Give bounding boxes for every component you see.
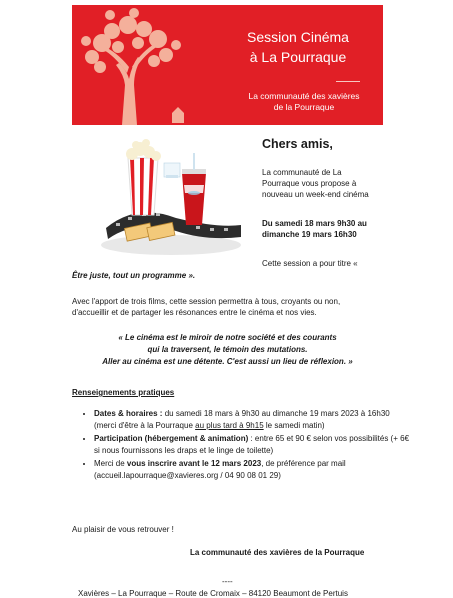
arrival-time-underlined: au plus tard à 9h15: [195, 420, 264, 430]
closing-text: Au plaisir de vous retrouver !: [72, 525, 174, 534]
list-item: [94, 458, 414, 481]
intro-line: nouveau un week-end cinéma: [262, 190, 369, 199]
register-deadline: vous inscrire avant le 12 mars 2023: [126, 459, 262, 468]
intro-paragraph: [72, 296, 392, 318]
dates-text: du samedi 18 mars à 9h30 au dimanche 19 mars 2023 à 16h30 (merci d'être à la Pourraque: [94, 409, 390, 430]
banner-title-line: à La Pourraque: [249, 49, 347, 65]
banner-divider: [336, 81, 360, 82]
list-item: [94, 408, 414, 431]
banner-subtitle-line: de la Pourraque: [273, 102, 335, 112]
participation-text: : entre 65 et 90 € selon vos possibilités (+ 6€ si nous fournissons les draps et le linge de toilette): [94, 434, 410, 455]
header-banner: [72, 5, 383, 125]
list-item: [94, 433, 414, 456]
quote-line: « Le cinéma est le miroir de notre société et des courants: [118, 333, 337, 342]
practical-info-list: [72, 408, 414, 483]
tree-logo-icon: [72, 5, 192, 125]
banner-title: [233, 27, 363, 67]
separator: ----: [222, 577, 233, 586]
paragraph-line: Avec l'apport de trois films, cette session permettra à tous, croyants ou non,: [72, 297, 341, 306]
cinema-quote: [72, 332, 383, 368]
paragraph-line: d'accueillir et de partager les résonances entre le cinéma et nos vies.: [72, 308, 317, 317]
practical-info-heading: Renseignements pratiques: [72, 388, 175, 397]
footer-address: Xavières – La Pourraque – Route de Cromaix – 84120 Beaumont de Pertuis: [78, 589, 348, 598]
greeting-heading: Chers amis,: [262, 137, 333, 151]
intro-line: Pourraque vous propose à: [262, 179, 357, 188]
register-contact: , de préférence par mail (accueil.lapourraque@xavieres.org / 04 90 08 01 29): [94, 459, 346, 480]
dates-label: Dates & horaires :: [94, 409, 163, 418]
intro-line: La communauté de La: [262, 168, 342, 177]
session-title-intro: Cette session a pour titre «: [262, 259, 358, 268]
session-dates: [262, 218, 367, 240]
dates-text-end: le samedi matin): [263, 420, 325, 430]
dates-line: Du samedi 18 mars 9h30 au: [262, 219, 367, 228]
session-title-value: Être juste, tout un programme ».: [72, 271, 196, 280]
banner-subtitle-line: La communauté des xavières: [248, 91, 360, 101]
banner-title-line: Session Cinéma: [247, 29, 349, 45]
participation-label: Participation (hébergement & animation): [94, 434, 249, 443]
intro-text: [262, 167, 369, 200]
dates-line: dimanche 19 mars 16h30: [262, 230, 357, 239]
register-text: Merci de: [94, 459, 127, 468]
signature: La communauté des xavières de la Pourraque: [190, 548, 365, 557]
popcorn-cinema-illustration: [96, 133, 246, 258]
quote-line: qui la traversent, le témoin des mutations.: [147, 345, 308, 354]
banner-subtitle: [239, 91, 369, 113]
quote-line: Aller au cinéma est une détente. C'est aussi un lieu de réflexion. »: [102, 357, 353, 366]
